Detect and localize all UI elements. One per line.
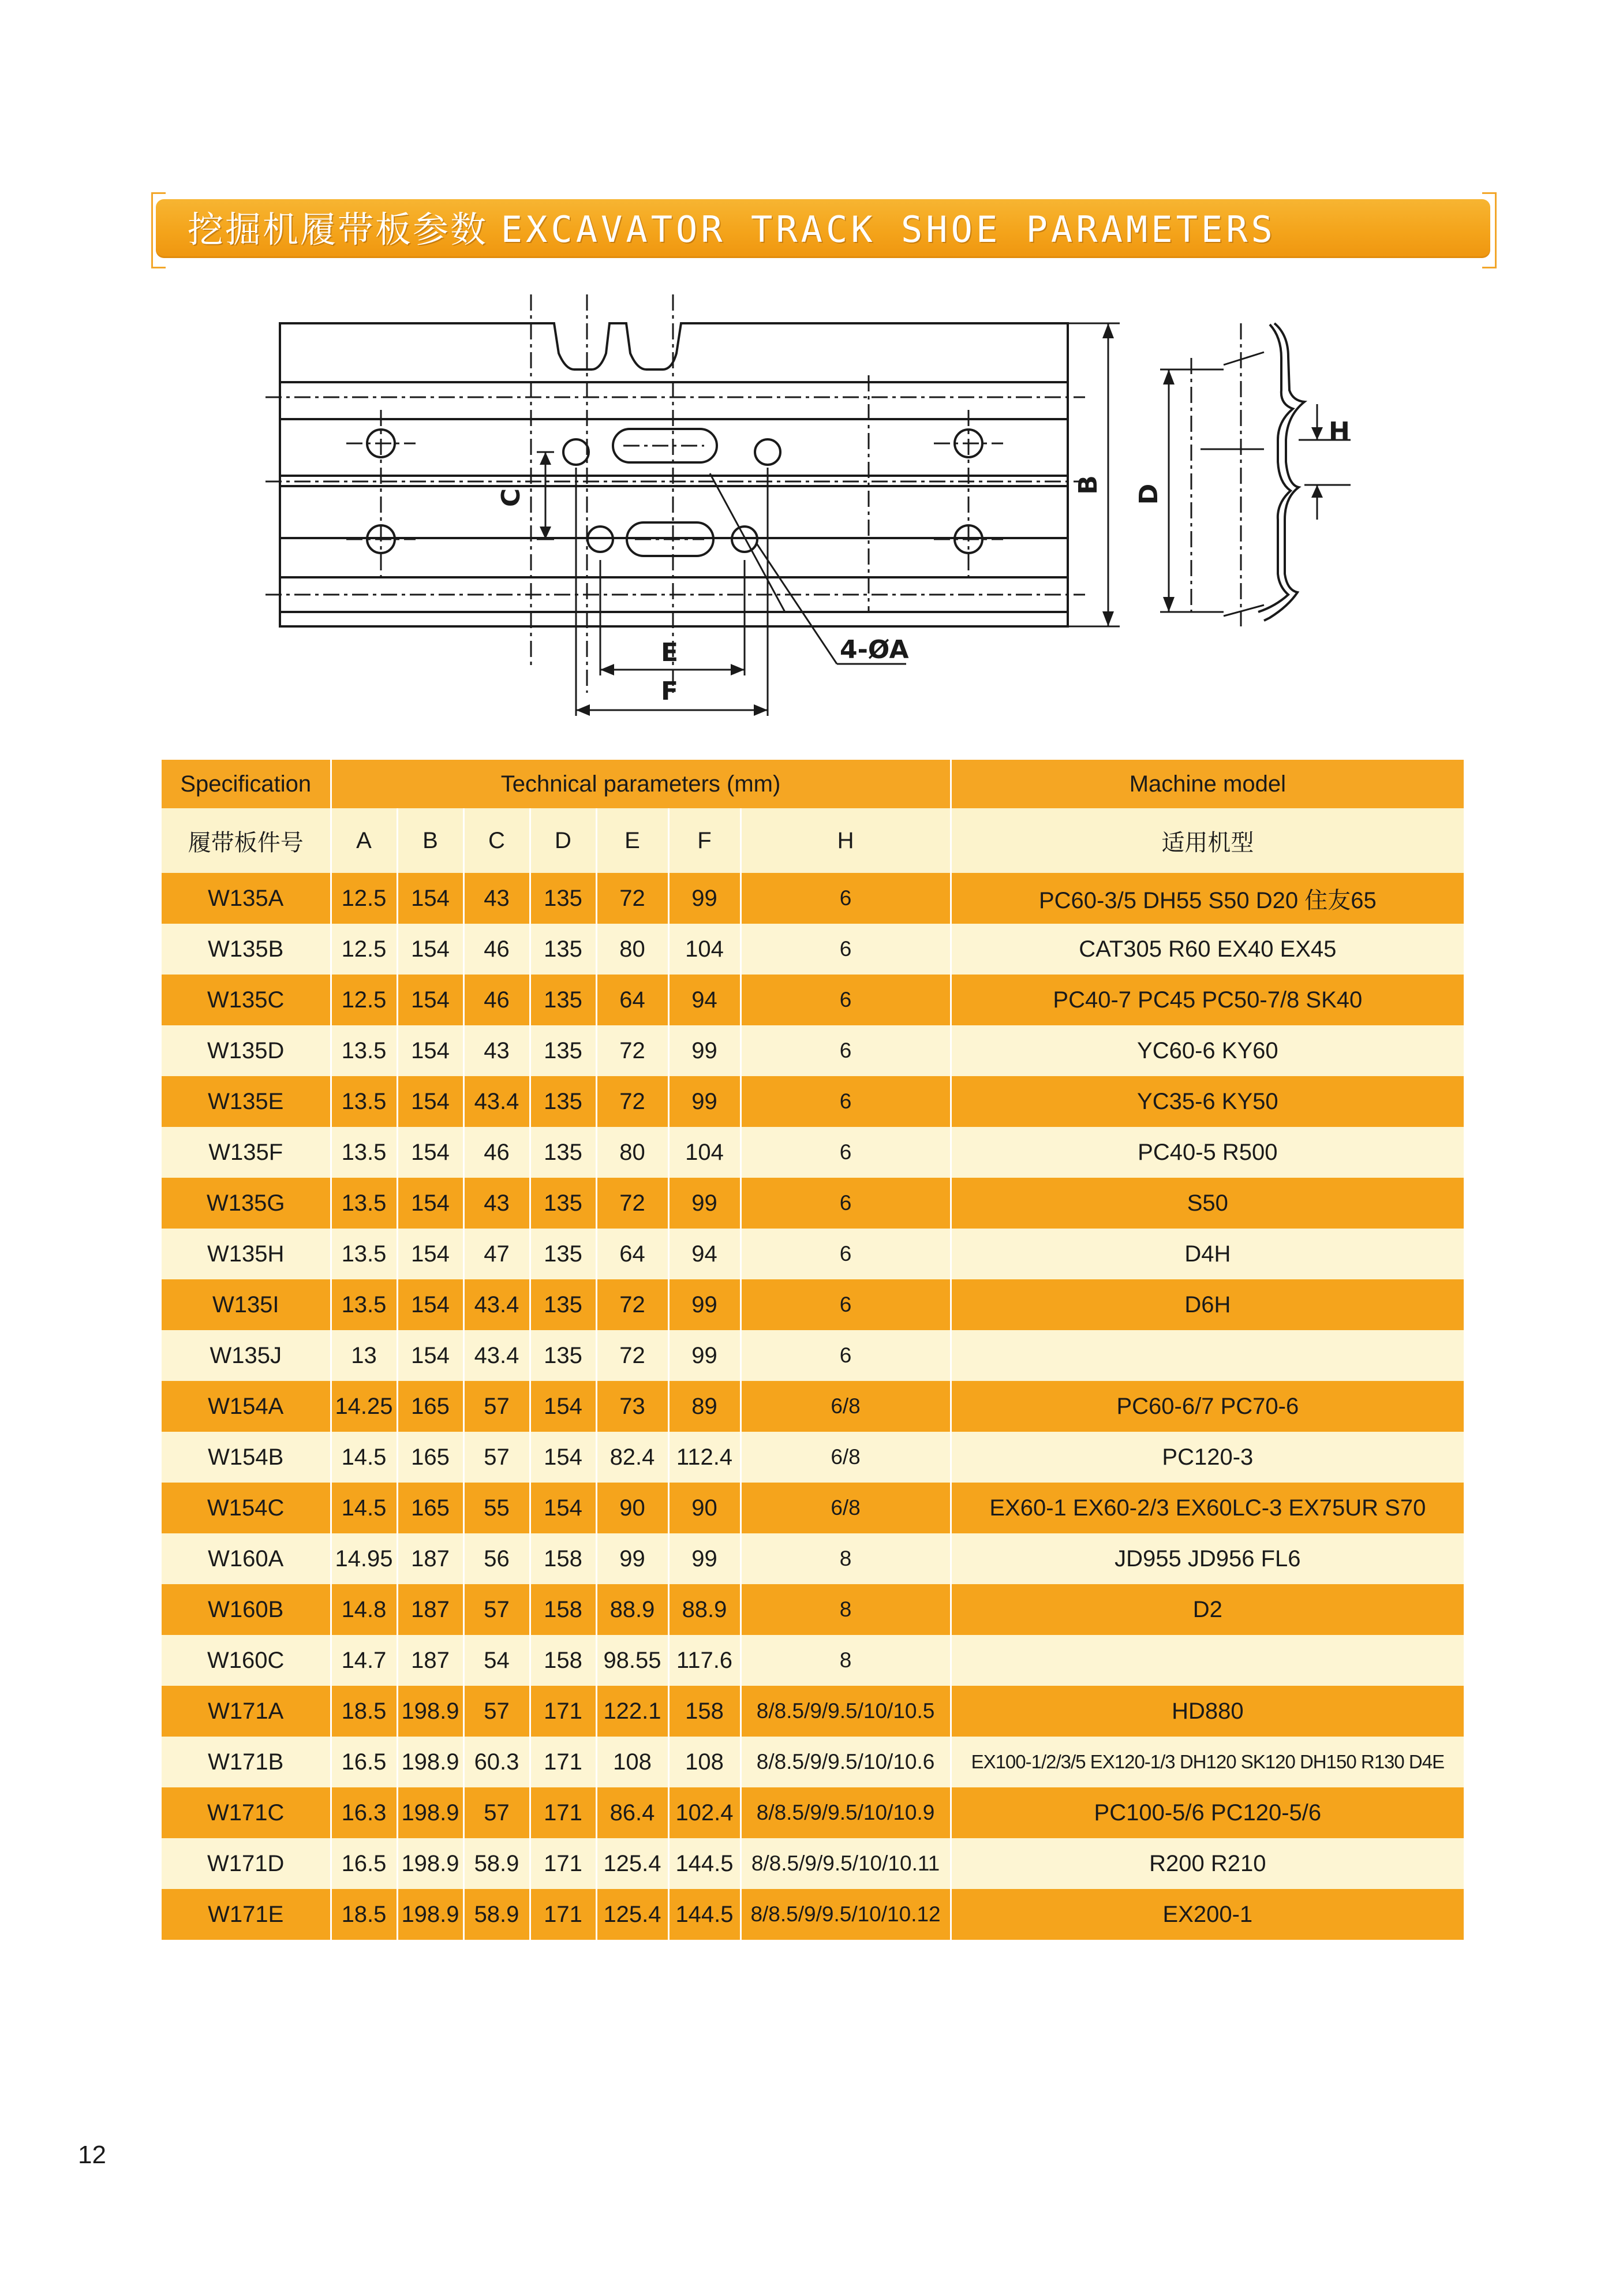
cell-a: 13.5 — [331, 1279, 397, 1330]
cell-f: 88.9 — [668, 1584, 741, 1635]
cell-model: PC60-3/5 DH55 S50 D20 住友65 — [951, 873, 1464, 924]
table-row — [162, 1127, 1464, 1178]
cell-b: 154 — [397, 1178, 463, 1229]
cell-c: 57 — [463, 1787, 530, 1838]
cell-c: 46 — [463, 1127, 530, 1178]
cell-f: 144.5 — [668, 1889, 741, 1940]
table-row — [162, 1635, 1464, 1686]
cell-a: 13.5 — [331, 1178, 397, 1229]
cell-c: 57 — [463, 1381, 530, 1432]
cell-model: PC40-7 PC45 PC50-7/8 SK40 — [951, 975, 1464, 1025]
cell-e: 90 — [596, 1483, 668, 1533]
table-row — [162, 873, 1464, 924]
label-holes: 4-ØA — [840, 635, 909, 664]
table-row — [162, 1229, 1464, 1279]
cell-h: 8/8.5/9/9.5/10/10.12 — [741, 1889, 951, 1940]
cell-e: 72 — [596, 1279, 668, 1330]
cell-e: 72 — [596, 1330, 668, 1381]
cell-model: PC40-5 R500 — [951, 1127, 1464, 1178]
cell-a: 14.95 — [331, 1533, 397, 1584]
cell-e: 125.4 — [596, 1838, 668, 1889]
cell-b: 154 — [397, 873, 463, 924]
cell-d: 154 — [530, 1432, 596, 1483]
table-row — [162, 1330, 1464, 1381]
cell-c: 46 — [463, 975, 530, 1025]
cell-f: 99 — [668, 1178, 741, 1229]
cell-model: YC60-6 KY60 — [951, 1025, 1464, 1076]
cell-c: 46 — [463, 924, 530, 975]
cell-f: 99 — [668, 1076, 741, 1127]
table-row — [162, 1787, 1464, 1838]
cell-b: 154 — [397, 1127, 463, 1178]
cell-f: 158 — [668, 1686, 741, 1737]
cell-c: 57 — [463, 1584, 530, 1635]
page-number: 12 — [78, 2141, 106, 2169]
label-d: D — [1134, 483, 1164, 505]
cell-spec: W171D — [162, 1838, 331, 1889]
cell-h: 8 — [741, 1584, 951, 1635]
table-row — [162, 1432, 1464, 1483]
cell-e: 72 — [596, 873, 668, 924]
table-row — [162, 1025, 1464, 1076]
label-c: C — [496, 488, 526, 507]
table-row — [162, 1838, 1464, 1889]
header-spec: Specification — [162, 760, 331, 808]
cell-model: EX100-1/2/3/5 EX120-1/3 DH120 SK120 DH150 R130 D4E — [951, 1737, 1464, 1787]
table-header-row-2 — [162, 808, 1464, 873]
table-row — [162, 975, 1464, 1025]
cell-spec: W135E — [162, 1076, 331, 1127]
cell-b: 154 — [397, 924, 463, 975]
cell-c: 43.4 — [463, 1330, 530, 1381]
cell-model: R200 R210 — [951, 1838, 1464, 1889]
cell-b: 187 — [397, 1584, 463, 1635]
header-machine: Machine model — [951, 760, 1464, 808]
cell-h: 6/8 — [741, 1483, 951, 1533]
cell-spec: W160B — [162, 1584, 331, 1635]
cell-d: 135 — [530, 1025, 596, 1076]
cell-e: 99 — [596, 1533, 668, 1584]
table-row — [162, 1533, 1464, 1584]
cell-b: 154 — [397, 1330, 463, 1381]
cell-h: 6 — [741, 1330, 951, 1381]
cell-b: 198.9 — [397, 1737, 463, 1787]
cell-model: JD955 JD956 FL6 — [951, 1533, 1464, 1584]
cell-h: 6 — [741, 1076, 951, 1127]
table-header-row-1 — [162, 760, 1464, 808]
cell-d: 135 — [530, 1127, 596, 1178]
cell-model — [951, 1635, 1464, 1686]
cell-h: 6 — [741, 1127, 951, 1178]
cell-e: 80 — [596, 924, 668, 975]
cell-e: 88.9 — [596, 1584, 668, 1635]
header-col-h: H — [741, 808, 951, 873]
header-spec-cn: 履带板件号 — [162, 808, 331, 873]
cell-d: 158 — [530, 1533, 596, 1584]
cell-d: 171 — [530, 1889, 596, 1940]
cell-c: 58.9 — [463, 1889, 530, 1940]
table-row — [162, 1178, 1464, 1229]
cell-c: 57 — [463, 1686, 530, 1737]
cell-f: 104 — [668, 924, 741, 975]
header-col-a: A — [331, 808, 397, 873]
cell-b: 187 — [397, 1533, 463, 1584]
header-col-e: E — [596, 808, 668, 873]
cell-spec: W171C — [162, 1787, 331, 1838]
cell-d: 171 — [530, 1737, 596, 1787]
table-row — [162, 1737, 1464, 1787]
cell-h: 8/8.5/9/9.5/10/10.9 — [741, 1787, 951, 1838]
cell-model: D6H — [951, 1279, 1464, 1330]
cell-d: 135 — [530, 1178, 596, 1229]
cell-b: 154 — [397, 1229, 463, 1279]
cell-a: 14.5 — [331, 1432, 397, 1483]
cell-a: 13.5 — [331, 1025, 397, 1076]
cell-f: 90 — [668, 1483, 741, 1533]
label-h: H — [1329, 417, 1350, 446]
cell-e: 86.4 — [596, 1787, 668, 1838]
cell-e: 82.4 — [596, 1432, 668, 1483]
cell-d: 154 — [530, 1483, 596, 1533]
cell-a: 16.5 — [331, 1737, 397, 1787]
table-row — [162, 924, 1464, 975]
cell-h: 6 — [741, 1178, 951, 1229]
cell-d: 158 — [530, 1584, 596, 1635]
cell-h: 6 — [741, 924, 951, 975]
cell-a: 16.5 — [331, 1838, 397, 1889]
cell-c: 43 — [463, 1178, 530, 1229]
cell-spec: W135J — [162, 1330, 331, 1381]
table-row — [162, 1279, 1464, 1330]
label-f: F — [660, 677, 679, 706]
cell-h: 6 — [741, 873, 951, 924]
cell-f: 104 — [668, 1127, 741, 1178]
cell-a: 16.3 — [331, 1787, 397, 1838]
label-b: B — [1074, 475, 1103, 495]
cell-c: 57 — [463, 1432, 530, 1483]
cell-spec: W135I — [162, 1279, 331, 1330]
cell-h: 8/8.5/9/9.5/10/10.5 — [741, 1686, 951, 1737]
cell-b: 198.9 — [397, 1889, 463, 1940]
cell-b: 198.9 — [397, 1686, 463, 1737]
cell-b: 154 — [397, 975, 463, 1025]
cell-a: 13 — [331, 1330, 397, 1381]
cell-c: 43 — [463, 1025, 530, 1076]
cell-spec: W154B — [162, 1432, 331, 1483]
cell-model: D4H — [951, 1229, 1464, 1279]
cell-c: 55 — [463, 1483, 530, 1533]
cell-e: 122.1 — [596, 1686, 668, 1737]
cell-e: 64 — [596, 1229, 668, 1279]
cell-model: S50 — [951, 1178, 1464, 1229]
cell-d: 135 — [530, 1330, 596, 1381]
header-col-f: F — [668, 808, 741, 873]
cell-spec: W171B — [162, 1737, 331, 1787]
cell-h: 6 — [741, 975, 951, 1025]
cell-b: 165 — [397, 1483, 463, 1533]
cell-f: 89 — [668, 1381, 741, 1432]
cell-b: 154 — [397, 1025, 463, 1076]
cell-model: PC120-3 — [951, 1432, 1464, 1483]
cell-model: EX60-1 EX60-2/3 EX60LC-3 EX75UR S70 — [951, 1483, 1464, 1533]
cell-d: 135 — [530, 1229, 596, 1279]
side-profile — [1264, 323, 1304, 621]
table-row — [162, 1076, 1464, 1127]
cell-a: 12.5 — [331, 873, 397, 924]
cell-c: 58.9 — [463, 1838, 530, 1889]
cell-f: 144.5 — [668, 1838, 741, 1889]
cell-d: 135 — [530, 975, 596, 1025]
cell-c: 43.4 — [463, 1279, 530, 1330]
cell-f: 99 — [668, 1279, 741, 1330]
header-tech: Technical parameters (mm) — [331, 760, 951, 808]
cell-f: 108 — [668, 1737, 741, 1787]
track-shoe-drawing — [242, 289, 1403, 745]
table-row — [162, 1889, 1464, 1940]
cell-d: 135 — [530, 873, 596, 924]
cell-spec: W135A — [162, 873, 331, 924]
cell-f: 99 — [668, 1025, 741, 1076]
cell-f: 102.4 — [668, 1787, 741, 1838]
cell-h: 8 — [741, 1635, 951, 1686]
title-en: EXCAVATOR TRACK SHOE PARAMETERS — [500, 208, 1276, 251]
cell-a: 14.7 — [331, 1635, 397, 1686]
cell-e: 80 — [596, 1127, 668, 1178]
cell-c: 43.4 — [463, 1076, 530, 1127]
cell-d: 135 — [530, 924, 596, 975]
cell-d: 135 — [530, 1279, 596, 1330]
cell-spec: W154C — [162, 1483, 331, 1533]
cell-c: 47 — [463, 1229, 530, 1279]
cell-e: 72 — [596, 1076, 668, 1127]
cell-model: PC60-6/7 PC70-6 — [951, 1381, 1464, 1432]
cell-d: 158 — [530, 1635, 596, 1686]
cell-a: 12.5 — [331, 975, 397, 1025]
cell-b: 198.9 — [397, 1787, 463, 1838]
cell-spec: W135H — [162, 1229, 331, 1279]
cell-e: 72 — [596, 1025, 668, 1076]
table-row — [162, 1584, 1464, 1635]
cell-a: 13.5 — [331, 1127, 397, 1178]
cell-b: 154 — [397, 1279, 463, 1330]
title-cn: 挖掘机履带板参数 — [188, 208, 488, 251]
cell-spec: W135C — [162, 975, 331, 1025]
parameters-table — [162, 760, 1464, 1940]
cell-d: 154 — [530, 1381, 596, 1432]
cell-f: 99 — [668, 1330, 741, 1381]
cell-f: 94 — [668, 1229, 741, 1279]
cell-e: 98.55 — [596, 1635, 668, 1686]
cell-f: 94 — [668, 975, 741, 1025]
cell-h: 8/8.5/9/9.5/10/10.11 — [741, 1838, 951, 1889]
cell-a: 14.5 — [331, 1483, 397, 1533]
page-title — [188, 205, 1276, 255]
cell-model: YC35-6 KY50 — [951, 1076, 1464, 1127]
cell-h: 6 — [741, 1229, 951, 1279]
cell-c: 54 — [463, 1635, 530, 1686]
cell-h: 8 — [741, 1533, 951, 1584]
cell-e: 73 — [596, 1381, 668, 1432]
cell-c: 56 — [463, 1533, 530, 1584]
cell-a: 14.25 — [331, 1381, 397, 1432]
cell-a: 18.5 — [331, 1686, 397, 1737]
cell-a: 13.5 — [331, 1229, 397, 1279]
cell-c: 43 — [463, 873, 530, 924]
cell-model — [951, 1330, 1464, 1381]
cell-spec: W171E — [162, 1889, 331, 1940]
cell-e: 125.4 — [596, 1889, 668, 1940]
cell-model: EX200-1 — [951, 1889, 1464, 1940]
cell-spec: W160C — [162, 1635, 331, 1686]
cell-h: 8/8.5/9/9.5/10/10.6 — [741, 1737, 951, 1787]
cell-d: 135 — [530, 1076, 596, 1127]
cell-b: 198.9 — [397, 1838, 463, 1889]
cell-d: 171 — [530, 1787, 596, 1838]
cell-model: CAT305 R60 EX40 EX45 — [951, 924, 1464, 975]
cell-a: 18.5 — [331, 1889, 397, 1940]
cell-spec: W135G — [162, 1178, 331, 1229]
cell-h: 6 — [741, 1025, 951, 1076]
label-e: E — [660, 638, 679, 667]
cell-model: PC100-5/6 PC120-5/6 — [951, 1787, 1464, 1838]
cell-c: 60.3 — [463, 1737, 530, 1787]
header-col-d: D — [530, 808, 596, 873]
cell-h: 6 — [741, 1279, 951, 1330]
cell-e: 64 — [596, 975, 668, 1025]
cell-e: 108 — [596, 1737, 668, 1787]
cell-b: 187 — [397, 1635, 463, 1686]
cell-spec: W135D — [162, 1025, 331, 1076]
cell-f: 112.4 — [668, 1432, 741, 1483]
cell-h: 6/8 — [741, 1381, 951, 1432]
cell-spec: W160A — [162, 1533, 331, 1584]
cell-f: 99 — [668, 873, 741, 924]
header-col-c: C — [463, 808, 530, 873]
cell-d: 171 — [530, 1838, 596, 1889]
cell-spec: W135B — [162, 924, 331, 975]
cell-f: 117.6 — [668, 1635, 741, 1686]
cell-a: 12.5 — [331, 924, 397, 975]
cell-model: D2 — [951, 1584, 1464, 1635]
cell-f: 99 — [668, 1533, 741, 1584]
cell-b: 154 — [397, 1076, 463, 1127]
table-row — [162, 1381, 1464, 1432]
cell-e: 72 — [596, 1178, 668, 1229]
cell-a: 13.5 — [331, 1076, 397, 1127]
cell-a: 14.8 — [331, 1584, 397, 1635]
cell-spec: W154A — [162, 1381, 331, 1432]
cell-spec: W135F — [162, 1127, 331, 1178]
header-machine-cn: 适用机型 — [951, 808, 1464, 873]
table-row — [162, 1686, 1464, 1737]
header-col-b: B — [397, 808, 463, 873]
cell-b: 165 — [397, 1381, 463, 1432]
cell-b: 165 — [397, 1432, 463, 1483]
cell-model: HD880 — [951, 1686, 1464, 1737]
cell-d: 171 — [530, 1686, 596, 1737]
table-row — [162, 1483, 1464, 1533]
cell-h: 6/8 — [741, 1432, 951, 1483]
cell-spec: W171A — [162, 1686, 331, 1737]
